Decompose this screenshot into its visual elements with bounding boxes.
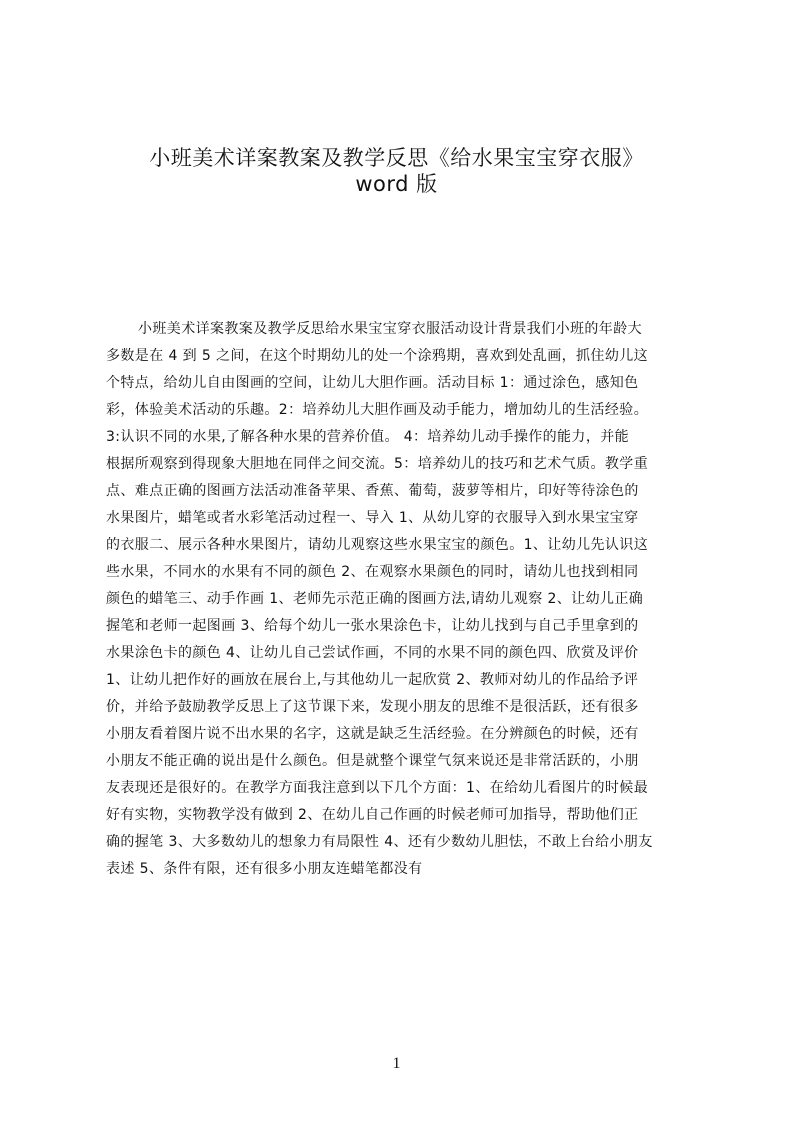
body-line: 小朋友不能正确的说出是什么颜色。但是就整个课堂气氛来说还是非常活跃的，小朋 xyxy=(106,753,639,769)
body-line: 表述 5、条件有限，还有很多小朋友连蜡笔都没有 xyxy=(106,861,423,876)
body-line: 价，并给予鼓励教学反思上了这节课下来，发现小朋友的思维不是很活跃，还有很多 xyxy=(106,699,639,715)
body-line: 3:认识不同的水果,了解各种水果的营养价值。 4：培养幼儿动手操作的能力，并能 xyxy=(106,429,630,445)
body-line: 点、难点正确的图画方法活动准备苹果、香蕉、葡萄，菠萝等相片，印好等待涂色的 xyxy=(106,483,639,499)
body-line: 小朋友看着图片说不出水果的名字，这就是缺乏生活经验。在分辨颜色的时候，还有 xyxy=(106,726,639,742)
body-line: 彩，体验美术活动的乐趣。2：培养幼儿大胆作画及动手能力，增加幼儿的生活经验。 xyxy=(106,402,649,418)
body-line: 小班美术详案教案及教学反思给水果宝宝穿衣服活动设计背景我们小班的年龄大 xyxy=(138,321,642,337)
body-line: 些水果，不同水的水果有不同的颜色 2、在观察水果颜色的同时，请幼儿也找到相同 xyxy=(106,564,639,580)
document-title-subtitle: word 版 xyxy=(355,172,438,196)
document-title: 小班美术详案教案及教学反思《给水果宝宝穿衣服》 xyxy=(149,146,644,170)
body-line: 根据所观察到得现象大胆地在同伴之间交流。5：培养幼儿的技巧和艺术气质。教学重 xyxy=(106,456,649,472)
body-line: 的衣服二、展示各种水果图片，请幼儿观察这些水果宝宝的颜色。1、让幼儿先认识这 xyxy=(106,537,649,553)
body-line: 多数是在 4 到 5 之间，在这个时期幼儿的处一个涂鸦期，喜欢到处乱画，抓住幼儿这 xyxy=(106,348,649,364)
body-line: 确的握笔 3、大多数幼儿的想象力有局限性 4、还有少数幼儿胆怯，不敢上台给小朋友 xyxy=(106,834,653,850)
body-line: 友表现还是很好的。在教学方面我注意到以下几个方面：1、在给幼儿看图片的时候最 xyxy=(106,780,649,796)
body-line: 1、让幼儿把作好的画放在展台上,与其他幼儿一起欣赏 2、教师对幼儿的作品给予评 xyxy=(106,672,639,688)
body-line: 好有实物，实物教学没有做到 2、在幼儿自己作画的时候老师可加指导，帮助他们正 xyxy=(106,807,639,823)
body-line: 颜色的蜡笔三、动手作画 1、老师先示范正确的图画方法,请幼儿观察 2、让幼儿正确 xyxy=(106,591,644,607)
body-line: 水果涂色卡的颜色 4、让幼儿自己尝试作画，不同的水果不同的颜色四、欣赏及评价 xyxy=(106,645,639,661)
body-line: 水果图片，蜡笔或者水彩笔活动过程一、导入 1、从幼儿穿的衣服导入到水果宝宝穿 xyxy=(106,510,639,526)
body-line: 握笔和老师一起图画 3、给每个幼儿一张水果涂色卡，让幼儿找到与自己手里拿到的 xyxy=(106,618,639,634)
page-number: 1 xyxy=(392,1055,401,1072)
document-body xyxy=(106,316,698,876)
body-line: 个特点，给幼儿自由图画的空间，让幼儿大胆作画。活动目标 1：通过涂色，感知色 xyxy=(106,375,639,391)
